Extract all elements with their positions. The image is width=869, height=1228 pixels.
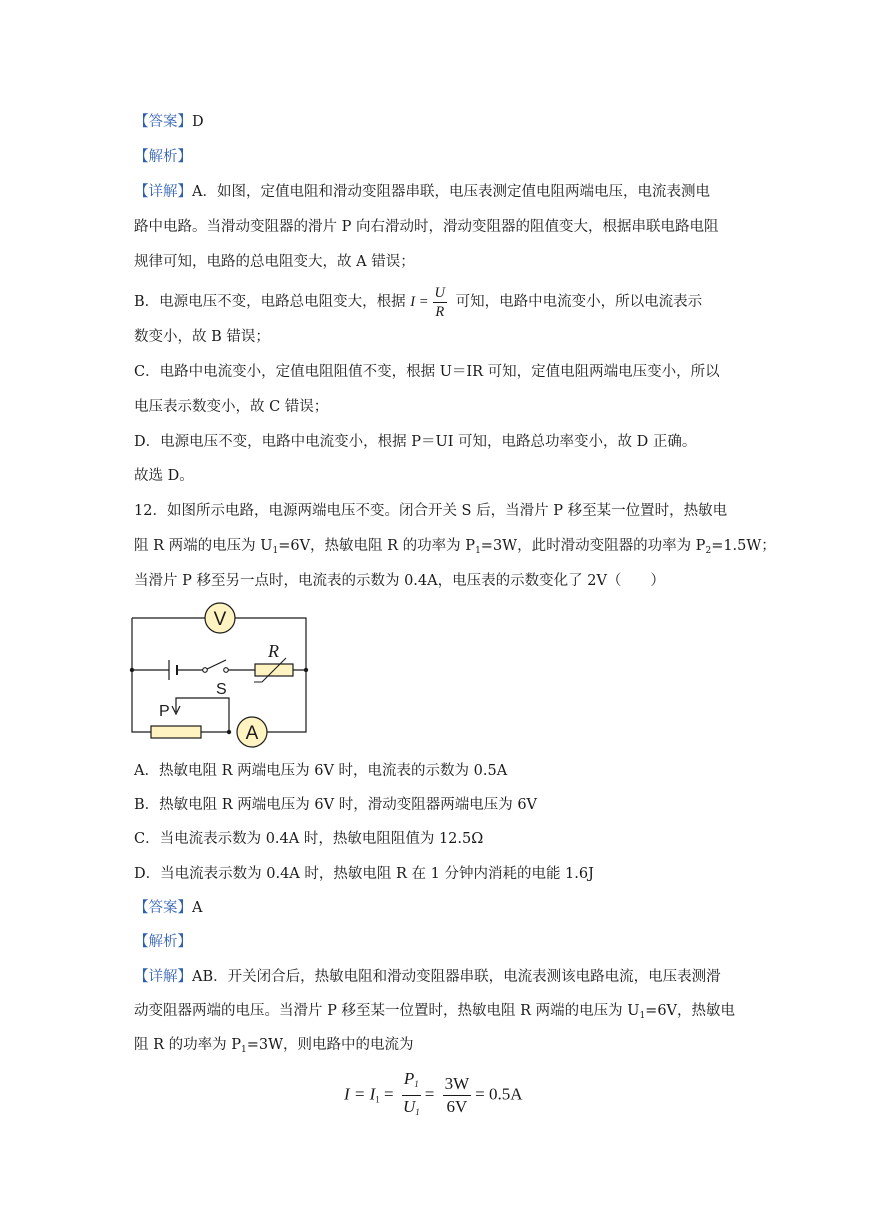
formula-denominator: R [435, 303, 445, 320]
formula-lhs: I = [410, 294, 429, 310]
current-equation: $I = I_1$ = $\frac{P_1}{U_1}$ = $\frac{3W}{6V}$ = 0.5A [344, 1068, 523, 1123]
q11-option-d: D．电源电压不变，电路中电流变小，根据 P＝UI 可知，电路总功率变小，故 D 正确。 [134, 434, 697, 450]
eq-num2: 3W [443, 1073, 472, 1096]
subscript: 1 [639, 1011, 646, 1021]
q11-detail-line3: 规律可知，电路的总电阻变大，故 A 错误； [134, 254, 415, 270]
subscript: 1 [475, 546, 481, 556]
stem-part-d: =1.5W； [711, 538, 776, 554]
q12-option-b: B．热敏电阻 R 两端电压为 6V 时，滑动变阻器两端电压为 6V [134, 797, 538, 813]
detail-tag: 【详解】 [134, 184, 192, 200]
analysis-tag: 【解析】 [134, 149, 192, 165]
answer-tag: 【答案】 [134, 900, 192, 916]
circuit-diagram [128, 602, 318, 748]
option-b-post: 可知，电路中电流变小，所以电流表示 [455, 294, 703, 310]
q11-option-b-line2: 数变小，故 B 错误； [134, 329, 270, 345]
slider-label: P [159, 703, 170, 720]
q11-option-c-line2: 电压表示数变小，故 C 错误； [134, 399, 329, 415]
answer-value: A [192, 900, 203, 916]
q12-option-c: C．当电流表示数为 0.4A 时，热敏电阻阻值为 12.5Ω [134, 831, 484, 847]
q11-detail-line2: 路中电路。当滑动变阻器的滑片 P 向右滑动时，滑动变阻器的阻值变大，根据串联电路电阻 [134, 219, 719, 235]
eq-den1: $U_1$ [402, 1097, 420, 1117]
q12-stem-line2 [134, 536, 776, 561]
junction-dot [304, 668, 308, 672]
wire-left [132, 618, 151, 732]
q11-option-c-line1: C．电路中电流变小，定值电阻阻值不变，根据 U＝IR 可知，定值电阻两端电压变小，所以 [134, 364, 720, 380]
detail-part-a: 动变阻器两端的电压。当滑片 P 移至某一位置时，热敏电阻 R 两端的电压为 U [134, 1003, 640, 1019]
eq-fraction-numeric [443, 1073, 472, 1118]
switch-contact-left [203, 668, 208, 673]
q12-stem-line3: 当滑片 P 移至另一点时，电流表的示数为 0.4A，电压表的示数变化了 2V（ ） [134, 573, 665, 589]
q12-detail-line1 [134, 967, 721, 987]
ammeter-label: A [245, 723, 259, 744]
q12-analysis-tag [134, 932, 192, 952]
q12-option-a: A．热敏电阻 R 两端电压为 6V 时，电流表的示数为 0.5A [134, 763, 508, 779]
option-b-pre: B．电源电压不变，电路总电阻变大，根据 [134, 294, 406, 310]
subscript: 2 [705, 546, 712, 556]
q11-analysis-tag [134, 147, 192, 167]
eq-result: = 0.5A [475, 1084, 523, 1104]
q12-stem-line1: 12．如图所示电路，电源两端电压不变。闭合开关 S 后，当滑片 P 移至某一位置时，热敏电 [134, 503, 728, 519]
formula-fraction [433, 284, 447, 321]
detail-part-a: 阻 R 的功率为 P [134, 1037, 242, 1053]
q12-answer [134, 898, 202, 918]
stem-part-a: 阻 R 两端的电压为 U [134, 538, 273, 554]
analysis-tag: 【解析】 [134, 934, 192, 950]
detail-text: AB．开关闭合后，热敏电阻和滑动变阻器串联，电流表测该电路电流，电压表测滑 [192, 969, 721, 985]
switch-contact-right [224, 668, 229, 673]
junction-dot [227, 730, 231, 734]
eq-lhs-sub: 1 [375, 1094, 380, 1105]
rheostat-body [151, 726, 201, 738]
q11-answer [134, 112, 204, 132]
eq-lhs: I = I [344, 1084, 376, 1104]
eq-num1: $P_1$ [402, 1068, 421, 1096]
q11-option-b-line1 [134, 282, 702, 322]
subscript: 1 [241, 1045, 247, 1055]
detail-tag: 【详解】 [134, 969, 192, 985]
eq-fraction-symbolic [402, 1068, 421, 1123]
voltmeter-label: V [213, 609, 227, 630]
answer-tag: 【答案】 [134, 114, 192, 130]
stem-part-b: =6V，热敏电阻 R 的功率为 P [278, 538, 476, 554]
q12-detail-line3 [134, 1035, 414, 1060]
detail-part-b: =3W，则电路中的电流为 [246, 1037, 414, 1053]
stem-part-c: =3W，此时滑动变阻器的功率为 P [480, 538, 706, 554]
detail-part-b: =6V，热敏电 [645, 1003, 736, 1019]
resistor-label: R [268, 641, 279, 661]
formula-numerator: U [434, 284, 445, 301]
switch-blade [205, 660, 226, 670]
q11-conclusion: 故选 D。 [134, 468, 194, 484]
detail-text: A．如图，定值电阻和滑动变阻器串联，电压表测定值电阻两端电压，电流表测电 [192, 184, 710, 200]
subscript: 1 [272, 546, 279, 556]
q11-detail-line1 [134, 182, 710, 202]
switch-label: S [216, 681, 227, 698]
q12-option-d: D．当电流表示数为 0.4A 时，热敏电阻 R 在 1 分钟内消耗的电能 1.6J [134, 866, 594, 882]
q12-detail-line2 [134, 1001, 735, 1026]
junction-dot [130, 668, 134, 672]
answer-value: D [192, 114, 204, 130]
eq-den2: 6V [446, 1097, 468, 1116]
